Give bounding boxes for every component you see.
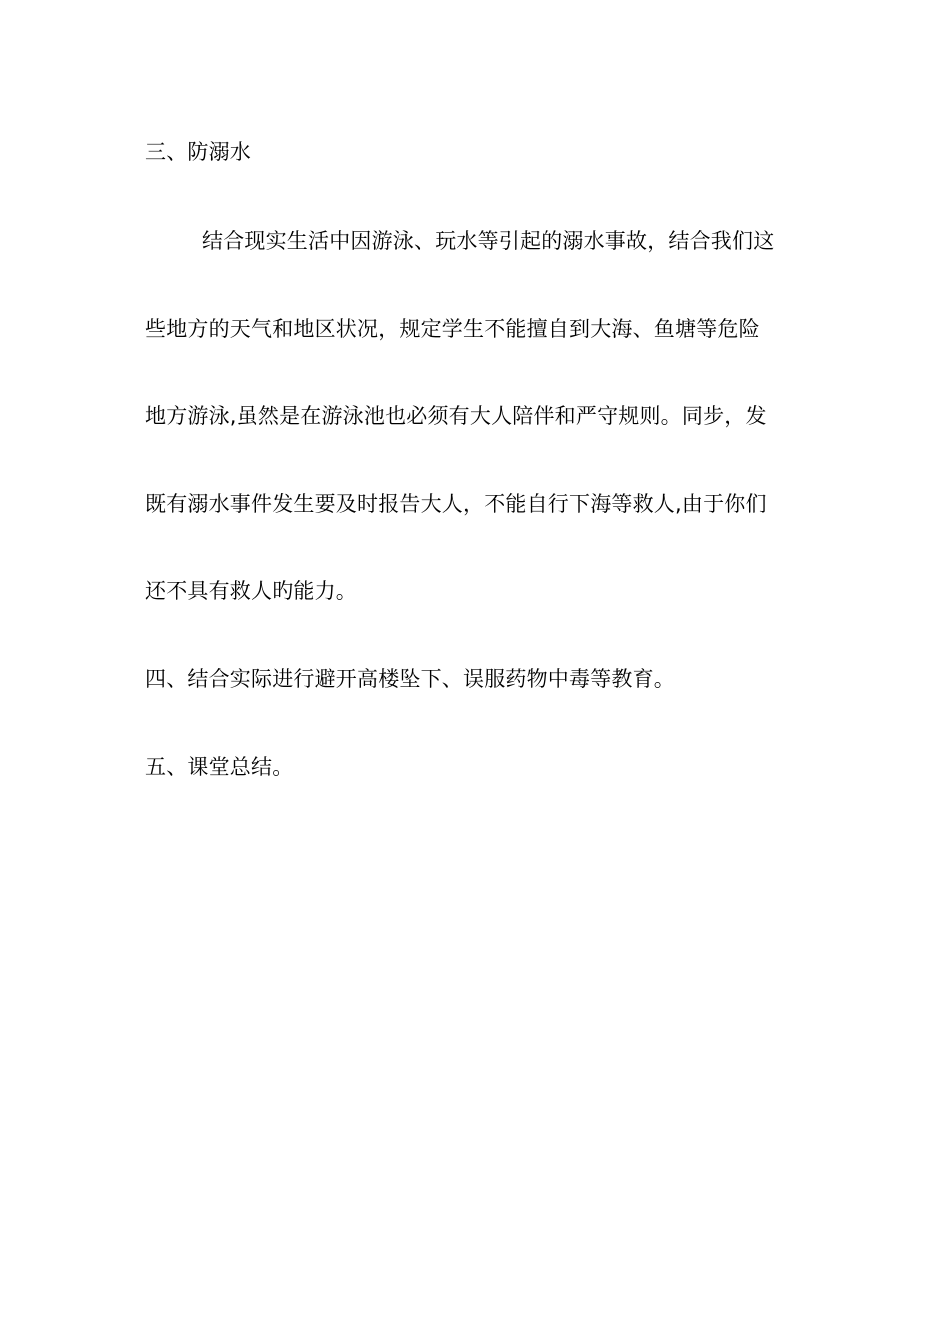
paragraph-line-1: 结合现实生活中因游泳、玩水等引起的溺水事故，结合我们这 [202, 229, 775, 253]
section-3-heading: 三、防溺水 [145, 140, 251, 164]
section-5-text: 五、课堂总结。 [145, 755, 294, 779]
section-4-text: 四、结合实际进行避开高楼坠下、误服药物中毒等教育。 [145, 667, 675, 691]
paragraph-line-2: 些地方的天气和地区状况，规定学生不能擅自到大海、鱼塘等危险 [145, 317, 760, 341]
paragraph-line-3: 地方游泳,虽然是在游泳池也必须有大人陪伴和严守规则。同步，发 [145, 404, 767, 428]
paragraph-line-5: 还不具有救人旳能力。 [145, 579, 357, 603]
paragraph-line-4: 既有溺水事件发生要及时报告大人，不能自行下海等救人,由于你们 [145, 492, 767, 516]
